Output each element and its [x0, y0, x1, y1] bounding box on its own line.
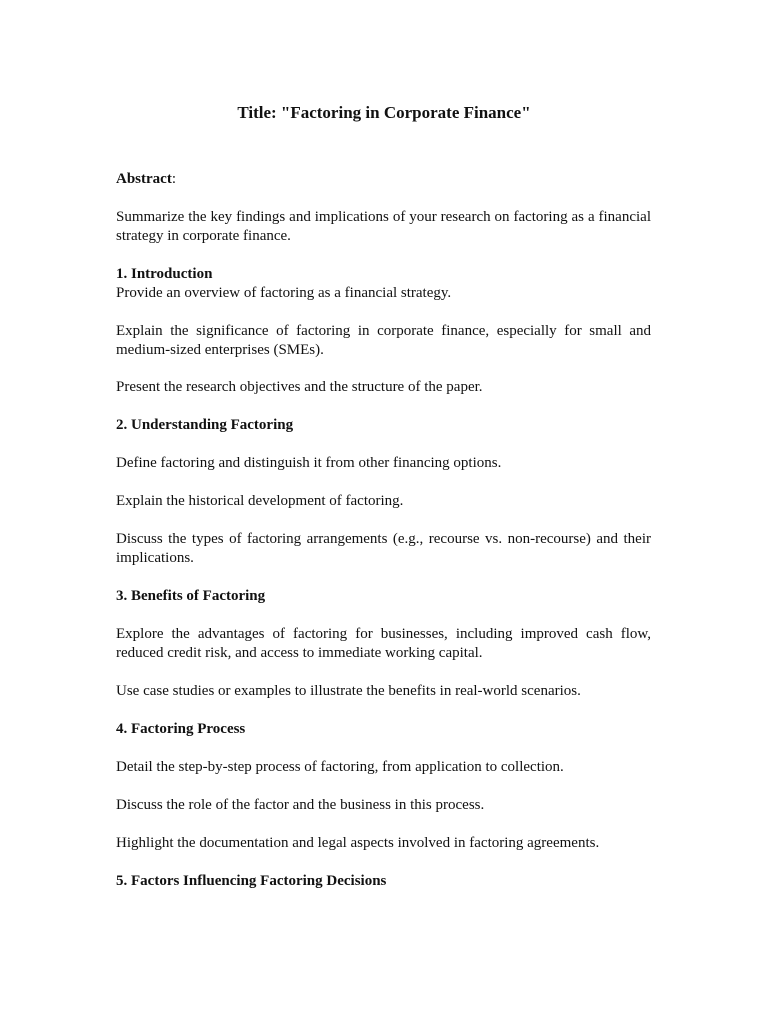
abstract-heading: Abstract	[116, 171, 172, 187]
intro-paragraph-1: Provide an overview of factoring as a financial strategy.	[116, 285, 452, 301]
benefits-paragraph-2: Use case studies or examples to illustrate the benefits in real-world scenarios.	[116, 683, 581, 699]
section-heading-understanding-factoring: 2. Understanding Factoring	[116, 417, 294, 433]
section-heading-introduction: 1. Introduction	[116, 266, 213, 282]
document-title: Title: "Factoring in Corporate Finance"	[237, 103, 531, 122]
section-heading-process: 4. Factoring Process	[116, 721, 246, 737]
process-paragraph-1: Detail the step-by-step process of factoring, from application to collection.	[116, 759, 564, 775]
understanding-paragraph-2: Explain the historical development of factoring.	[116, 493, 404, 509]
intro-paragraph-3: Present the research objectives and the structure of the paper.	[116, 379, 483, 395]
process-paragraph-2: Discuss the role of the factor and the business in this process.	[116, 797, 485, 813]
abstract-colon: :	[171, 171, 176, 187]
understanding-paragraph-1: Define factoring and distinguish it from other financing options.	[116, 455, 502, 471]
benefits-paragraph-1: Explore the advantages of factoring for businesses, including improved cash flow, reduced credit risk, and access to immediate working capital.	[116, 626, 651, 661]
understanding-paragraph-3: Discuss the types of factoring arrangements (e.g., recourse vs. non-recourse) and their implications.	[116, 531, 651, 566]
section-heading-benefits: 3. Benefits of Factoring	[116, 588, 266, 604]
abstract-text: Summarize the key findings and implications of your research on factoring as a financial strategy in corporate finance.	[116, 209, 651, 244]
section-heading-influencing-factors: 5. Factors Influencing Factoring Decisions	[116, 873, 387, 889]
process-paragraph-3: Highlight the documentation and legal aspects involved in factoring agreements.	[116, 835, 600, 851]
abstract-heading-line	[116, 170, 651, 189]
intro-paragraph-2: Explain the significance of factoring in corporate finance, especially for small and medium-sized enterprises (SMEs).	[116, 323, 651, 358]
